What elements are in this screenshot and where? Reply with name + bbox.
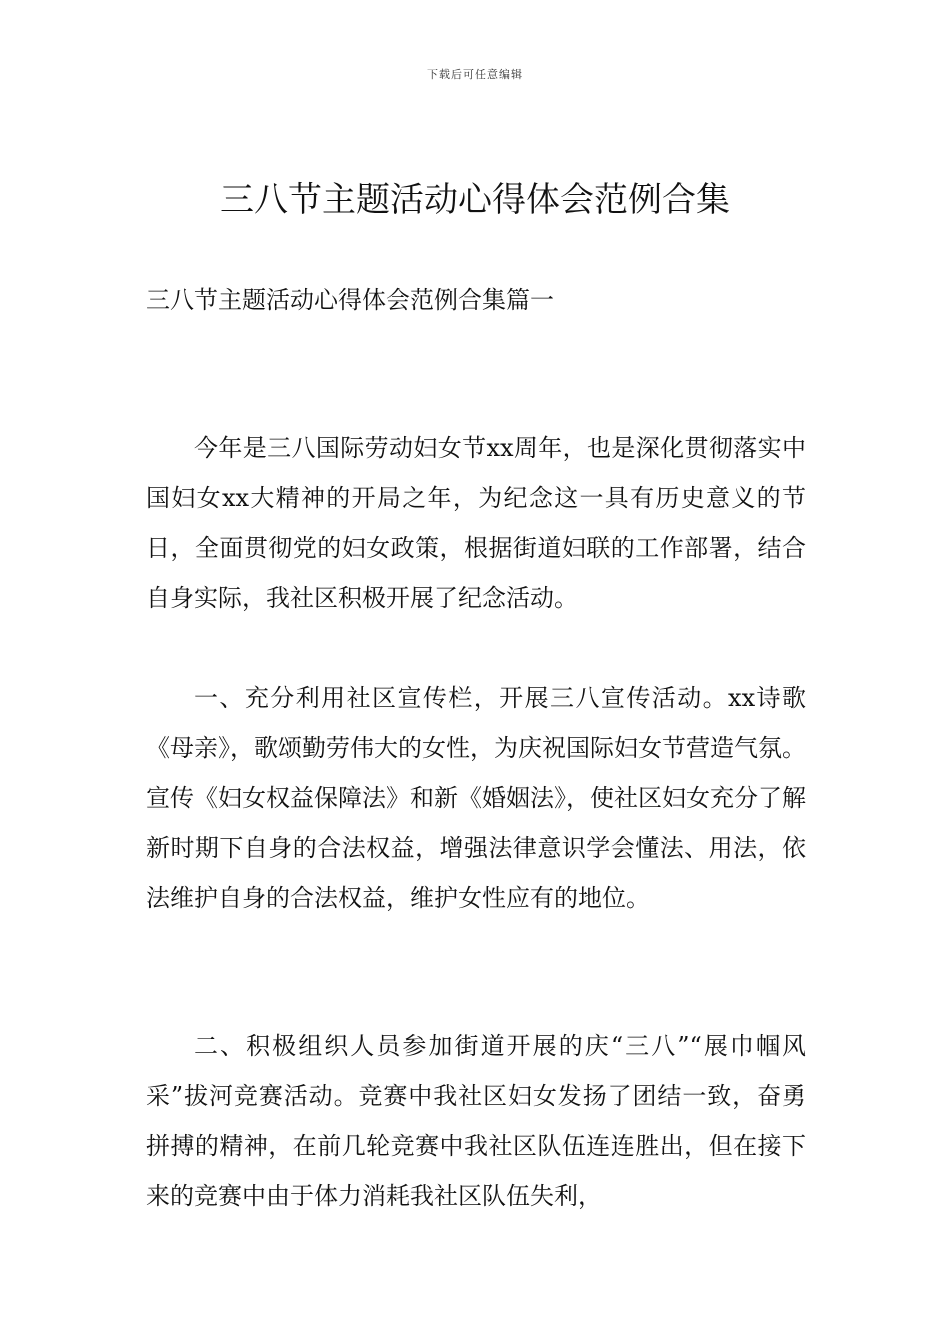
body-paragraph: 二、积极组织人员参加街道开展的庆“三八”“展巾帼风采”拔河竞赛活动。竞赛中我社区妇女发扬了团结一致，奋勇拼搏的精神，在前几轮竞赛中我社区队伍连连胜出，但在接下来的竞赛中由于体力消耗我社区队伍失利， [146, 1032, 806, 1210]
section-title: 三八节主题活动心得体会范例合集篇一 [146, 286, 554, 314]
document-title: 三八节主题活动心得体会范例合集 [220, 180, 730, 220]
body-paragraph: 今年是三八国际劳动妇女节xx周年，也是深化贯彻落实中国妇女xx大精神的开局之年，为纪念这一具有历史意义的节日，全面贯彻党的妇女政策，根据街道妇联的工作部署，结合自身实际，我社区积极开展了纪念活动。 [146, 434, 806, 612]
body-paragraph: 一、充分利用社区宣传栏，开展三八宣传活动。xx诗歌《母亲》，歌颂勤劳伟大的女性，为庆祝国际妇女节营造气氛。宣传《妇女权益保障法》和新《婚姻法》，使社区妇女充分了解新时期下自身的合法权益，增强法律意识学会懂法、用法，依法维护自身的合法权益，维护女性应有的地位。 [146, 684, 806, 912]
header-note: 下载后可任意编辑 [427, 68, 523, 81]
